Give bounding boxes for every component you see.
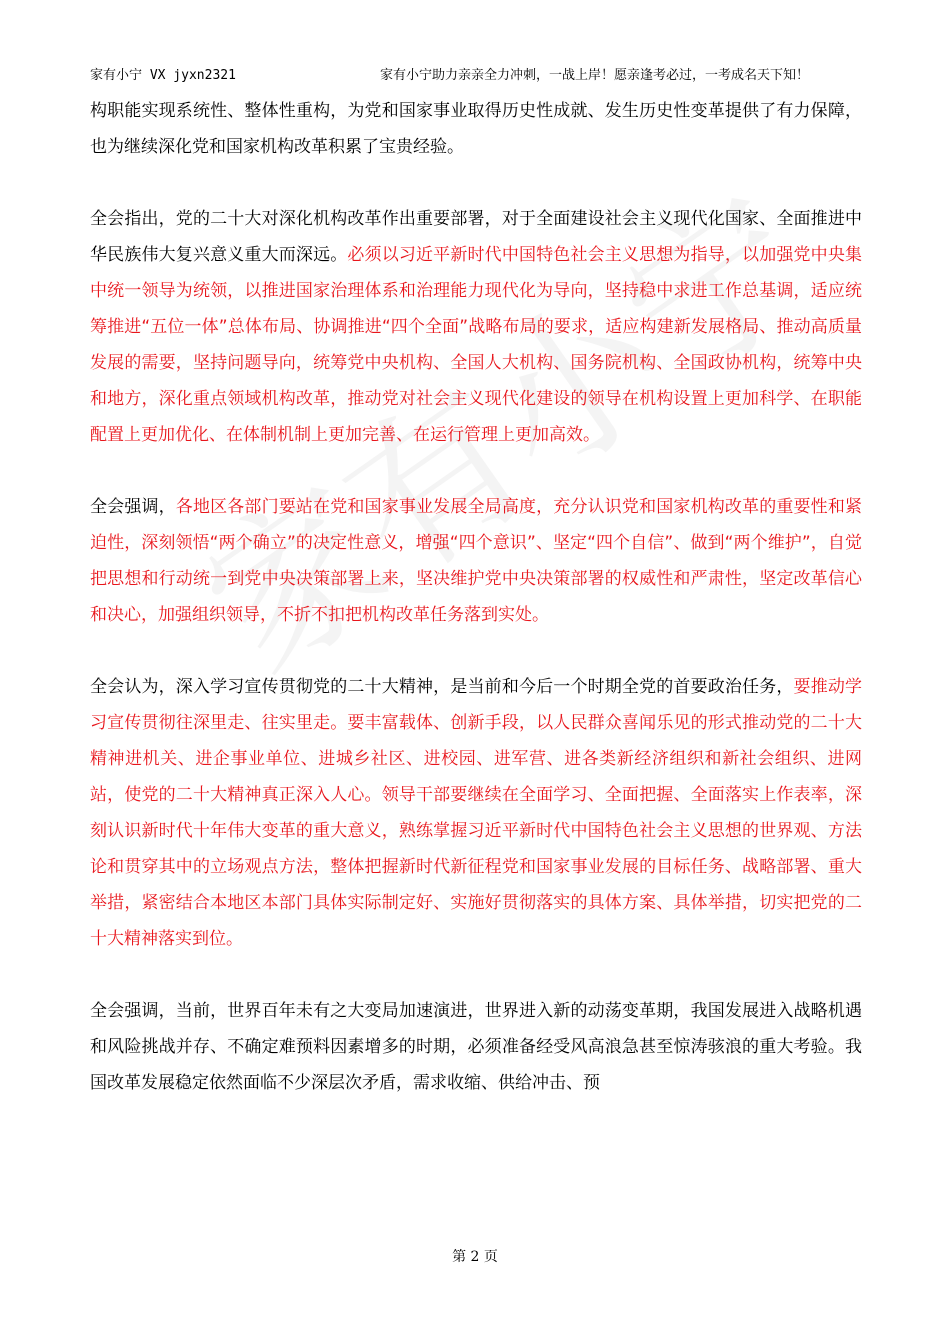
paragraph-5-text: 全会强调，当前，世界百年未有之大变局加速演进，世界进入新的动荡变革期，我国发展进入战略机遇和风险挑战并存、不确定难预料因素增多的时期，必须准备经受风高浪急甚至惊涛骇浪的重大考验。我国改革发展稳定依然面临不少深层次矛盾，需求收缩、供给冲击、预 — [90, 1001, 862, 1093]
paragraph-2 — [90, 201, 862, 453]
paragraph-3 — [90, 489, 862, 633]
page-number: 第 2 页 — [452, 1249, 498, 1265]
paragraph-1 — [90, 93, 862, 165]
header-left-text: 家有小宁 VX jyxn2321 — [90, 68, 236, 83]
paragraph-3-highlight: 各地区各部门要站在党和国家事业发展全局高度，充分认识党和国家机构改革的重要性和紧迫性，深刻领悟“两个确立”的决定性意义，增强“四个意识”、坚定“四个自信”、做到“两个维护”，自觉把思想和行动统一到党中央决策部署上来，坚决维护党中央决策部署的权威性和严肃性，坚定改革信心和决心，加强组织领导，不折不扣把机构改革任务落到实处。 — [90, 497, 862, 625]
paragraph-2-highlight: 必须以习近平新时代中国特色社会主义思想为指导，以加强党中央集中统一领导为统领，以推进国家治理体系和治理能力现代化为导向，坚持稳中求进工作总基调，适应统筹推进“五位一体”总体布局、协调推进“四个全面”战略布局的要求，适应构建新发展格局、推动高质量发展的需要，坚持问题导向，统筹党中央机构、全国人大机构、国务院机构、全国政协机构，统筹中央和地方，深化重点领域机构改革，推动党对社会主义现代化建设的领导在机构设置上更加科学、在职能配置上更加优化、在体制机制上更加完善、在运行管理上更加高效。 — [90, 245, 863, 445]
paragraph-4-text: 全会认为，深入学习宣传贯彻党的二十大精神，是当前和今后一个时期全党的首要政治任务， — [90, 677, 794, 697]
paragraph-5 — [90, 993, 862, 1101]
paragraph-1-text: 构职能实现系统性、整体性重构，为党和国家事业取得历史性成就、发生历史性变革提供了有力保障，也为继续深化党和国家机构改革积累了宝贵经验。 — [90, 101, 862, 157]
paragraph-4 — [90, 669, 862, 957]
paragraph-3-text: 全会强调， — [90, 497, 176, 517]
paragraph-2-text: 全会指出，党的二十大对深化机构改革作出重要部署，对于全面建设社会主义现代化国家、全面推进中华民族伟大复兴意义重大而深远。 — [90, 209, 862, 265]
header-right-text: 家有小宁助力亲亲全力冲刺，一战上岸！愿亲逢考必过，一考成名天下知！ — [380, 68, 810, 83]
document-body — [90, 93, 862, 1137]
paragraph-4-highlight: 要推动学习宣传贯彻往深里走、往实里走。要丰富载体、创新手段，以人民群众喜闻乐见的形式推动党的二十大精神进机关、进企事业单位、进城乡社区、进校园、进军营、进各类新经济组织和新社会组织、进网站，使党的二十大精神真正深入人心。领导干部要继续在全面学习、全面把握、全面落实上作表率，深刻认识新时代十年伟大变革的重大意义，熟练掌握习近平新时代中国特色社会主义思想的世界观、方法论和贯穿其中的立场观点方法，整体把握新时代新征程党和国家事业发展的目标任务、战略部署、重大举措，紧密结合本地区本部门具体实际制定好、实施好贯彻落实的具体方案、具体举措，切实把党的二十大精神落实到位。 — [90, 677, 863, 949]
